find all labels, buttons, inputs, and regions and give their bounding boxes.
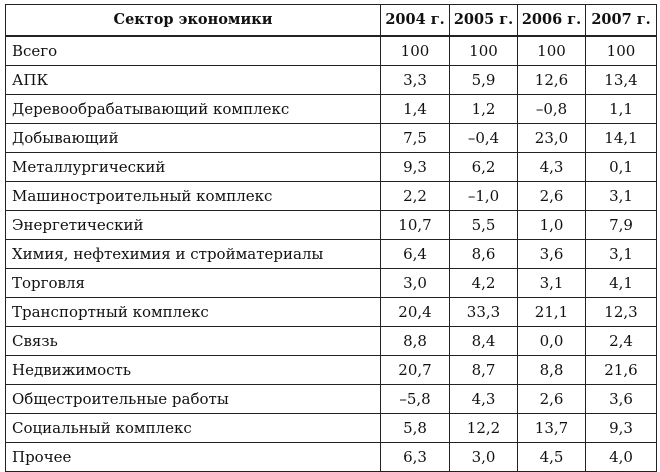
value-cell-2004: 3,3 [381, 66, 450, 95]
header-year-2007: 2007 г. [586, 5, 657, 37]
table-row [6, 443, 657, 472]
value-cell-2004: 6,3 [381, 443, 450, 472]
value-cell-2006: 13,7 [518, 414, 586, 443]
sector-name-cell: Торговля [6, 269, 381, 298]
value-cell-2007: 3,6 [586, 385, 657, 414]
value-cell-2007: 14,1 [586, 124, 657, 153]
sector-name-cell: Добывающий [6, 124, 381, 153]
value-cell-2007: 2,4 [586, 327, 657, 356]
value-cell-2005: 5,5 [450, 211, 518, 240]
value-cell-2006: 100 [518, 36, 586, 66]
value-cell-2004: 100 [381, 36, 450, 66]
table-row [6, 124, 657, 153]
value-cell-2006: 12,6 [518, 66, 586, 95]
value-cell-2005: 3,0 [450, 443, 518, 472]
value-cell-2006: 4,5 [518, 443, 586, 472]
value-cell-2004: 20,7 [381, 356, 450, 385]
table-row [6, 66, 657, 95]
table-row [6, 385, 657, 414]
value-cell-2005: 4,3 [450, 385, 518, 414]
value-cell-2006: 2,6 [518, 385, 586, 414]
value-cell-2007: 100 [586, 36, 657, 66]
table-row [6, 298, 657, 327]
value-cell-2004: 8,8 [381, 327, 450, 356]
sector-name-cell: Связь [6, 327, 381, 356]
economy-sector-table-container [5, 4, 656, 472]
table-row [6, 182, 657, 211]
value-cell-2007: 4,1 [586, 269, 657, 298]
value-cell-2005: 8,6 [450, 240, 518, 269]
value-cell-2005: 4,2 [450, 269, 518, 298]
value-cell-2007: 9,3 [586, 414, 657, 443]
value-cell-2007: 4,0 [586, 443, 657, 472]
value-cell-2006: 1,0 [518, 211, 586, 240]
value-cell-2006: 2,6 [518, 182, 586, 211]
value-cell-2006: 21,1 [518, 298, 586, 327]
table-body [6, 36, 657, 472]
sector-name-cell: Металлургический [6, 153, 381, 182]
value-cell-2005: 8,4 [450, 327, 518, 356]
table-row [6, 327, 657, 356]
sector-name-cell: АПК [6, 66, 381, 95]
value-cell-2005: 6,2 [450, 153, 518, 182]
value-cell-2004: 10,7 [381, 211, 450, 240]
value-cell-2007: 7,9 [586, 211, 657, 240]
value-cell-2004: 3,0 [381, 269, 450, 298]
sector-name-cell: Недвижимость [6, 356, 381, 385]
value-cell-2007: 0,1 [586, 153, 657, 182]
table-row [6, 269, 657, 298]
sector-name-cell: Социальный комплекс [6, 414, 381, 443]
value-cell-2007: 13,4 [586, 66, 657, 95]
table-row [6, 36, 657, 66]
value-cell-2005: 100 [450, 36, 518, 66]
value-cell-2006: 4,3 [518, 153, 586, 182]
value-cell-2005: –0,4 [450, 124, 518, 153]
table-row [6, 414, 657, 443]
value-cell-2006: 8,8 [518, 356, 586, 385]
table-row [6, 95, 657, 124]
value-cell-2004: 1,4 [381, 95, 450, 124]
economy-sector-table [5, 4, 657, 472]
value-cell-2006: 0,0 [518, 327, 586, 356]
value-cell-2007: 3,1 [586, 182, 657, 211]
sector-name-cell: Энергетический [6, 211, 381, 240]
table-row [6, 356, 657, 385]
table-row [6, 153, 657, 182]
value-cell-2004: 5,8 [381, 414, 450, 443]
value-cell-2004: 7,5 [381, 124, 450, 153]
value-cell-2007: 3,1 [586, 240, 657, 269]
value-cell-2006: –0,8 [518, 95, 586, 124]
sector-name-cell: Прочее [6, 443, 381, 472]
header-year-2004: 2004 г. [381, 5, 450, 37]
header-year-2006: 2006 г. [518, 5, 586, 37]
table-header-row [6, 5, 657, 37]
value-cell-2007: 1,1 [586, 95, 657, 124]
sector-name-cell: Деревообрабатывающий комплекс [6, 95, 381, 124]
value-cell-2006: 23,0 [518, 124, 586, 153]
value-cell-2005: 33,3 [450, 298, 518, 327]
sector-name-cell: Всего [6, 36, 381, 66]
sector-name-cell: Транспортный комплекс [6, 298, 381, 327]
value-cell-2005: 8,7 [450, 356, 518, 385]
value-cell-2007: 21,6 [586, 356, 657, 385]
value-cell-2006: 3,1 [518, 269, 586, 298]
value-cell-2004: 6,4 [381, 240, 450, 269]
value-cell-2005: 1,2 [450, 95, 518, 124]
value-cell-2005: 5,9 [450, 66, 518, 95]
value-cell-2006: 3,6 [518, 240, 586, 269]
sector-name-cell: Химия, нефтехимия и стройматериалы [6, 240, 381, 269]
value-cell-2005: –1,0 [450, 182, 518, 211]
sector-name-cell: Машиностроительный комплекс [6, 182, 381, 211]
value-cell-2007: 12,3 [586, 298, 657, 327]
value-cell-2004: 9,3 [381, 153, 450, 182]
sector-name-cell: Общестроительные работы [6, 385, 381, 414]
value-cell-2004: –5,8 [381, 385, 450, 414]
value-cell-2004: 20,4 [381, 298, 450, 327]
table-row [6, 211, 657, 240]
header-year-2005: 2005 г. [450, 5, 518, 37]
value-cell-2005: 12,2 [450, 414, 518, 443]
table-row [6, 240, 657, 269]
header-sector: Сектор экономики [6, 5, 381, 37]
value-cell-2004: 2,2 [381, 182, 450, 211]
